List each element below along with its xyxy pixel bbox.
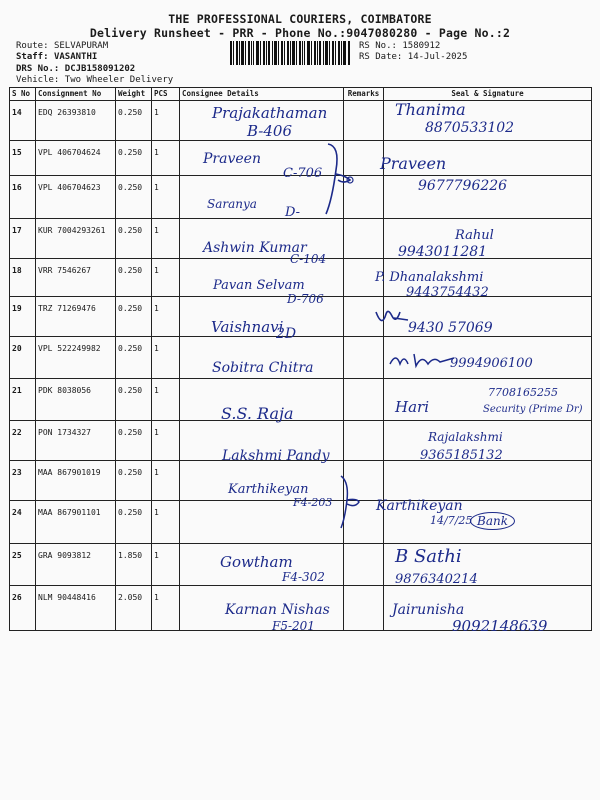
hw-r17-sig: Rahul — [455, 228, 494, 243]
hw-r17-name: Ashwin Kumar — [203, 240, 307, 256]
col-consignee: Consignee Details — [180, 88, 344, 101]
row-sno: 24 — [10, 501, 36, 544]
row-sno: 23 — [10, 461, 36, 501]
signature-r19 — [374, 306, 410, 334]
hw-r14-sig: Thanima — [395, 100, 466, 119]
hw-r22-sig: Rajalakshmi — [428, 430, 503, 444]
row-consignment-no: PON 1734327 — [36, 421, 116, 461]
hw-r24-stamp: Bank — [470, 512, 515, 530]
row-sno: 15 — [10, 141, 36, 176]
row-sno: 26 — [10, 586, 36, 631]
row-sno: 17 — [10, 219, 36, 259]
row-consignment-no: VRR 7546267 — [36, 259, 116, 297]
row-sno: 16 — [10, 176, 36, 219]
col-consignment: Consignment No — [36, 88, 116, 101]
row-sno: 20 — [10, 337, 36, 379]
row-pcs: 1 — [152, 544, 180, 586]
hw-r16-unit: D- — [285, 205, 301, 220]
hw-r23-name: Karthikeyan — [228, 482, 309, 497]
rs-number-line — [359, 41, 440, 51]
hw-r21-sig: Hari — [395, 398, 429, 416]
hw-r19-phone: 9430 57069 — [408, 320, 493, 336]
row-consignment-no: VPL 406704623 — [36, 176, 116, 219]
signature-r20 — [388, 350, 458, 370]
row-consignment-no: MAA 867901019 — [36, 461, 116, 501]
row-sno: 14 — [10, 101, 36, 141]
hw-r18-sig: P. Dhanalakshmi — [375, 270, 484, 285]
runsheet-subtitle: Delivery Runsheet - PRR - Phone No.:9047080280 - Page No.:2 — [89, 26, 511, 40]
row-sno: 21 — [10, 379, 36, 421]
hw-r26-name: Karnan Nishas — [225, 602, 330, 618]
hw-r15-sig: Praveen — [380, 154, 447, 173]
hw-r20-phone: 9994906100 — [450, 356, 533, 371]
row-weight: 0.250 — [116, 421, 152, 461]
hw-r15-name: Praveen — [203, 151, 261, 167]
row-weight: 0.250 — [116, 176, 152, 219]
vehicle-label: Vehicle: — [16, 75, 60, 85]
hw-r22-name: Lakshmi Pandy — [222, 448, 330, 464]
hw-r14-unit: B-406 — [247, 122, 292, 140]
hw-r16-phone: 9677796226 — [418, 178, 508, 194]
hw-r18-unit: D-706 — [287, 292, 324, 306]
vehicle-value: Two Wheeler Delivery — [64, 75, 174, 85]
row-consignment-no: VPL 522249982 — [36, 337, 116, 379]
drs-line — [16, 64, 135, 74]
row-sno: 25 — [10, 544, 36, 586]
route-line — [16, 41, 108, 51]
hw-r26-sig: Jairunisha — [392, 602, 465, 618]
hw-r24-date: 14/7/25 — [430, 514, 473, 527]
row-consignment-no: EDQ 26393810 — [36, 101, 116, 141]
hw-r16-name: Saranya — [207, 197, 257, 211]
row-pcs: 1 — [152, 297, 180, 337]
row-pcs: 1 — [152, 176, 180, 219]
hw-r26-unit: F5-201 — [272, 619, 315, 633]
staff-label: Staff: — [16, 52, 49, 62]
col-remarks: Remarks — [344, 88, 384, 101]
hw-r18-phone: 9443754432 — [406, 285, 489, 300]
hw-r25-sig: B Sathi — [395, 546, 462, 567]
hw-r21-note: Security (Prime Dr) — [483, 404, 583, 415]
row-seal-cell — [384, 461, 592, 501]
hw-r19-name: Vaishnavi — [211, 318, 284, 336]
row-consignment-no: NLM 90448416 — [36, 586, 116, 631]
row-weight: 1.850 — [116, 544, 152, 586]
hw-r24-sig: Karthikeyan — [376, 498, 463, 514]
hw-r22-phone: 9365185132 — [420, 448, 503, 463]
drs-value: DCJB158091202 — [64, 64, 136, 74]
row-weight: 0.250 — [116, 219, 152, 259]
table-header-row — [10, 88, 592, 101]
row-consignment-no: MAA 867901101 — [36, 501, 116, 544]
row-pcs: 1 — [152, 101, 180, 141]
hw-r21-name: S.S. Raja — [221, 404, 294, 423]
row-consignment-no: KUR 7004293261 — [36, 219, 116, 259]
hw-r14-phone: 8870533102 — [425, 120, 515, 136]
route-label: Route: — [16, 41, 49, 51]
hw-r25-name: Gowtham — [220, 553, 293, 571]
hw-r23-unit: F4-203 — [293, 496, 333, 509]
row-consignment-no: TRZ 71269476 — [36, 297, 116, 337]
row-remarks-cell — [344, 544, 384, 586]
row-weight: 0.250 — [116, 461, 152, 501]
row-remarks-cell — [344, 337, 384, 379]
rs-date-value: 14-Jul-2025 — [407, 52, 468, 62]
row-consignment-no: PDK 8038056 — [36, 379, 116, 421]
row-weight: 2.050 — [116, 586, 152, 631]
col-pcs: PCS — [152, 88, 180, 101]
row-weight: 0.250 — [116, 297, 152, 337]
row-weight: 0.250 — [116, 141, 152, 176]
row-consignment-no: VPL 406704624 — [36, 141, 116, 176]
row-weight: 0.250 — [116, 501, 152, 544]
row-pcs: 1 — [152, 337, 180, 379]
bracket-mark-r23 — [335, 474, 365, 530]
rs-no-value: 1580912 — [402, 41, 441, 51]
row-weight: 0.250 — [116, 101, 152, 141]
hw-r17-unit: C-104 — [290, 252, 327, 266]
row-remarks-cell — [344, 586, 384, 631]
row-consignee-cell — [180, 176, 344, 219]
hw-r14-name: Prajakathaman — [212, 104, 328, 122]
row-remarks-cell — [344, 379, 384, 421]
row-weight: 0.250 — [116, 379, 152, 421]
route-value: SELVAPURAM — [53, 41, 109, 51]
col-weight: Weight — [116, 88, 152, 101]
hw-r21-phone: 7708165255 — [488, 386, 558, 399]
col-sno: S No — [10, 88, 36, 101]
drs-label: DRS No.: — [16, 64, 60, 74]
row-remarks-cell — [344, 421, 384, 461]
row-pcs: 1 — [152, 421, 180, 461]
staff-value: VASANTHI — [53, 52, 98, 62]
hw-r25-unit: F4-302 — [282, 570, 325, 584]
row-remarks-cell — [344, 101, 384, 141]
hw-r26-phone: 9092148639 — [452, 617, 548, 635]
bracket-mark — [322, 140, 362, 220]
hw-r17-phone: 9943011281 — [398, 244, 488, 260]
row-pcs: 1 — [152, 141, 180, 176]
row-pcs: 1 — [152, 259, 180, 297]
col-seal-signature: Seal & Signature — [384, 88, 592, 101]
rs-date-line — [359, 52, 467, 62]
row-consignment-no: GRA 9093812 — [36, 544, 116, 586]
hw-r19-unit: 2D — [276, 326, 297, 342]
barcode-image — [230, 41, 350, 65]
row-remarks-cell — [344, 219, 384, 259]
vehicle-line — [16, 75, 173, 85]
row-pcs: 1 — [152, 379, 180, 421]
row-weight: 0.250 — [116, 337, 152, 379]
hw-r18-name: Pavan Selvam — [213, 278, 305, 293]
company-title: THE PROFESSIONAL COURIERS, COIMBATORE — [168, 12, 432, 26]
row-pcs: 1 — [152, 501, 180, 544]
row-sno: 22 — [10, 421, 36, 461]
rs-date-label: RS Date: — [359, 52, 403, 62]
row-pcs: 1 — [152, 586, 180, 631]
hw-r20-name: Sobitra Chitra — [212, 360, 314, 376]
row-pcs: 1 — [152, 461, 180, 501]
row-sno: 19 — [10, 297, 36, 337]
staff-line — [16, 52, 97, 62]
row-weight: 0.250 — [116, 259, 152, 297]
row-pcs: 1 — [152, 219, 180, 259]
row-sno: 18 — [10, 259, 36, 297]
rs-no-label: RS No.: — [359, 41, 397, 51]
hw-r25-phone: 9876340214 — [395, 572, 478, 587]
hw-r15-unit: C-706 — [283, 166, 323, 181]
